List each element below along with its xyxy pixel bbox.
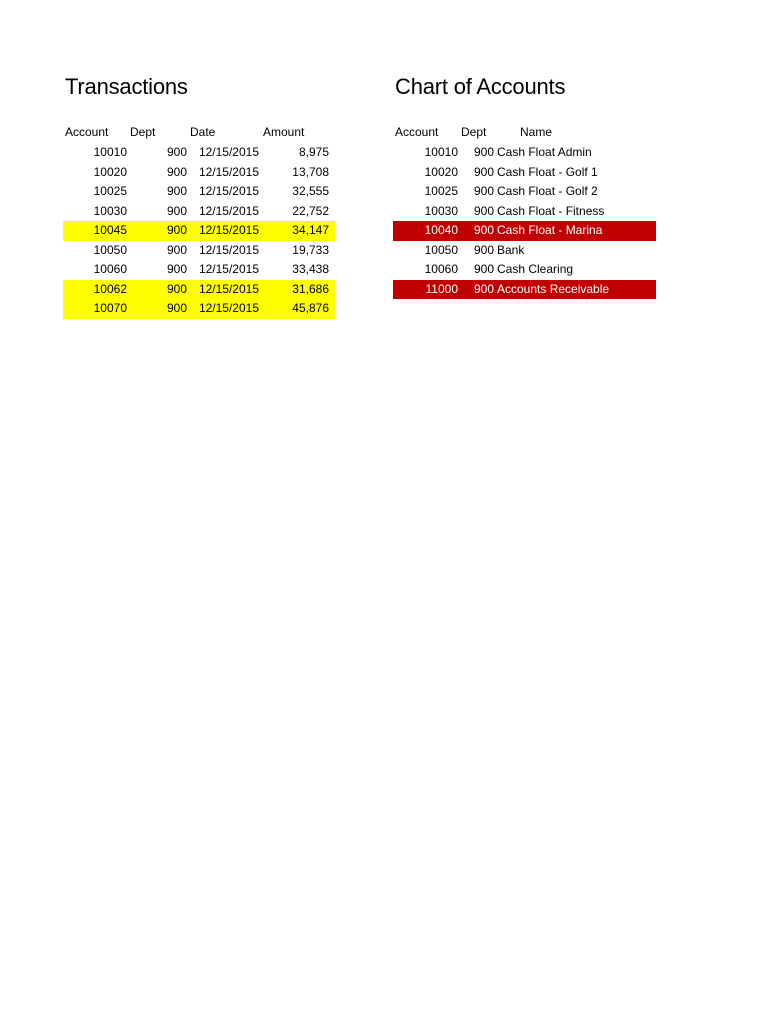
account-cell: 10040 — [424, 223, 458, 237]
table-row — [393, 163, 656, 183]
account-cell: 10060 — [424, 262, 458, 276]
amount-cell: 34,147 — [292, 223, 329, 237]
table-row — [63, 182, 335, 202]
dept-cell: 900 — [473, 242, 494, 257]
header-amount: Amount — [263, 125, 305, 139]
date-cell: 12/15/2015 — [198, 262, 259, 276]
account-cell: 10030 — [424, 203, 458, 218]
account-cell: 10010 — [93, 145, 127, 159]
table-row — [393, 260, 656, 280]
name-cell: Cash Float - Fitness — [497, 203, 605, 218]
table-row — [393, 143, 656, 163]
table-row — [63, 163, 335, 183]
name-cell: Accounts Receivable — [497, 281, 610, 296]
header-date: Date — [190, 125, 216, 139]
dept-cell: 900 — [473, 203, 494, 218]
date-cell: 12/15/2015 — [198, 203, 259, 218]
table-row-highlighted — [63, 280, 335, 300]
chart-of-accounts-table — [393, 123, 656, 299]
amount-cell: 32,555 — [292, 184, 329, 198]
amount-cell: 19,733 — [292, 242, 329, 257]
name-cell: Cash Float - Golf 1 — [497, 164, 598, 179]
account-cell: 10010 — [424, 145, 458, 159]
name-cell: Bank — [497, 242, 525, 257]
dept-cell: 900 — [473, 164, 494, 179]
amount-cell: 45,876 — [292, 301, 329, 315]
amount-cell: 22,752 — [292, 203, 329, 218]
table-row — [63, 241, 335, 261]
date-cell: 12/15/2015 — [198, 164, 259, 179]
table-row — [393, 241, 656, 261]
amount-cell: 8,975 — [298, 145, 329, 159]
account-cell: 10025 — [424, 184, 458, 198]
transactions-header-row — [63, 123, 335, 143]
table-row-highlighted — [63, 299, 335, 319]
name-cell: Cash Float - Golf 2 — [497, 184, 598, 198]
account-cell: 10025 — [93, 184, 127, 198]
transactions-title: Transactions — [65, 74, 188, 99]
header-account: Account — [395, 125, 439, 139]
dept-cell: 900 — [473, 223, 494, 237]
account-cell: 10060 — [93, 262, 127, 276]
date-cell: 12/15/2015 — [198, 281, 259, 296]
date-cell: 12/15/2015 — [198, 184, 259, 198]
date-cell: 12/15/2015 — [198, 242, 259, 257]
dept-cell: 900 — [166, 203, 187, 218]
account-cell: 10062 — [93, 281, 127, 296]
dept-cell: 900 — [166, 281, 187, 296]
table-row-highlighted — [63, 221, 335, 241]
dept-cell: 900 — [473, 262, 494, 276]
dept-cell: 900 — [473, 145, 494, 159]
dept-cell: 900 — [473, 184, 494, 198]
dept-cell: 900 — [166, 145, 187, 159]
table-row-highlighted — [393, 280, 656, 300]
account-cell: 10030 — [93, 203, 127, 218]
table-row — [63, 143, 335, 163]
amount-cell: 31,686 — [292, 281, 329, 296]
name-cell: Cash Float - Marina — [497, 223, 603, 237]
account-cell: 10050 — [93, 242, 127, 257]
name-cell: Cash Clearing — [497, 262, 574, 276]
dept-cell: 900 — [473, 281, 494, 296]
dept-cell: 900 — [166, 301, 187, 315]
name-cell: Cash Float Admin — [497, 145, 592, 159]
dept-cell: 900 — [166, 262, 187, 276]
account-cell: 10045 — [93, 223, 127, 237]
chart-of-accounts-title: Chart of Accounts — [395, 74, 566, 99]
transactions-table — [63, 123, 335, 319]
date-cell: 12/15/2015 — [198, 223, 259, 237]
header-account: Account — [65, 125, 109, 139]
date-cell: 12/15/2015 — [198, 145, 259, 159]
header-dept: Dept — [461, 125, 487, 139]
table-row — [393, 182, 656, 202]
table-row — [63, 260, 335, 280]
amount-cell: 13,708 — [292, 164, 329, 179]
table-row — [393, 202, 656, 222]
header-dept: Dept — [130, 125, 156, 139]
dept-cell: 900 — [166, 184, 187, 198]
account-cell: 10020 — [93, 164, 127, 179]
account-cell: 10050 — [424, 242, 458, 257]
dept-cell: 900 — [166, 223, 187, 237]
amount-cell: 33,438 — [292, 262, 329, 276]
dept-cell: 900 — [166, 164, 187, 179]
table-row — [63, 202, 335, 222]
header-name: Name — [520, 125, 553, 139]
date-cell: 12/15/2015 — [198, 301, 259, 315]
dept-cell: 900 — [166, 242, 187, 257]
coa-header-row — [393, 123, 656, 143]
table-row-highlighted — [393, 221, 656, 241]
account-cell: 11000 — [425, 281, 458, 296]
account-cell: 10020 — [424, 164, 458, 179]
account-cell: 10070 — [93, 301, 127, 315]
